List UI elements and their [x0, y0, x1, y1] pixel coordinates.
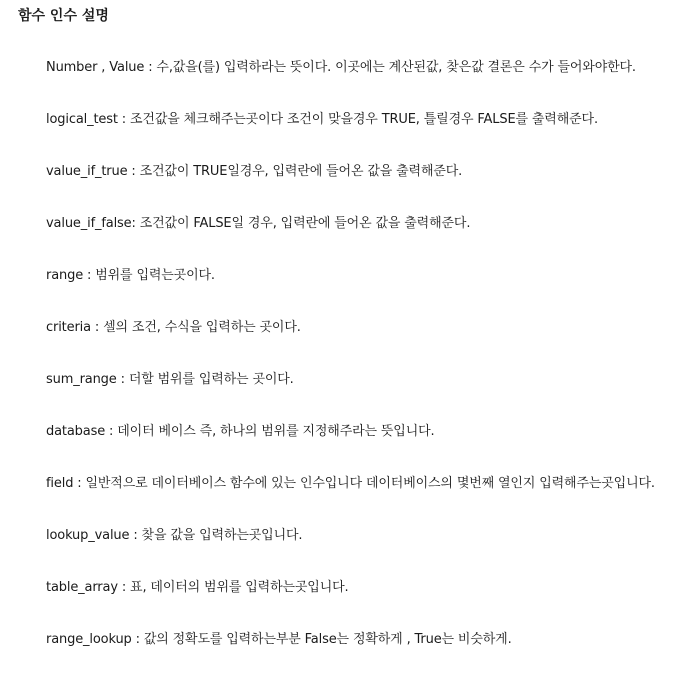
- argument-item-range: range : 범위를 입력는곳이다.: [46, 268, 215, 283]
- argument-item-range-lookup: range_lookup : 값의 정확도를 입력하는부분 False는 정확하게 , True는 비슷하게.: [46, 632, 512, 647]
- argument-item-field: field : 일반적으로 데이터베이스 함수에 있는 인수입니다 데이터베이스의 몇번째 열인지 입력해주는곳입니다.: [46, 476, 655, 491]
- argument-item-number-value: Number , Value : 수,값을(를) 입력하라는 뜻이다. 이곳에는 계산된값, 찾은값 결론은 수가 들어와야한다.: [46, 60, 636, 75]
- argument-item-table-array: table_array : 표, 데이터의 범위를 입력하는곳입니다.: [46, 580, 349, 595]
- argument-item-value-if-true: value_if_true : 조건값이 TRUE일경우, 입력란에 들어온 값을 출력해준다.: [46, 164, 463, 179]
- argument-list: [46, 57, 655, 681]
- page-title: 함수 인수 설명: [18, 8, 109, 24]
- argument-item-sum-range: sum_range : 더할 범위를 입력하는 곳이다.: [46, 372, 294, 387]
- argument-item-database: database : 데이터 베이스 즉, 하나의 범위를 지정해주라는 뜻입니다.: [46, 424, 435, 439]
- argument-item-criteria: criteria : 셀의 조건, 수식을 입력하는 곳이다.: [46, 320, 301, 335]
- argument-item-value-if-false: value_if_false: 조건값이 FALSE일 경우, 입력란에 들어온 값을 출력해준다.: [46, 216, 471, 231]
- argument-item-lookup-value: lookup_value : 찾을 값을 입력하는곳입니다.: [46, 528, 303, 543]
- argument-item-logical-test: logical_test : 조건값을 체크해주는곳이다 조건이 맞을경우 TRUE, 틀릴경우 FALSE를 출력해준다.: [46, 112, 598, 127]
